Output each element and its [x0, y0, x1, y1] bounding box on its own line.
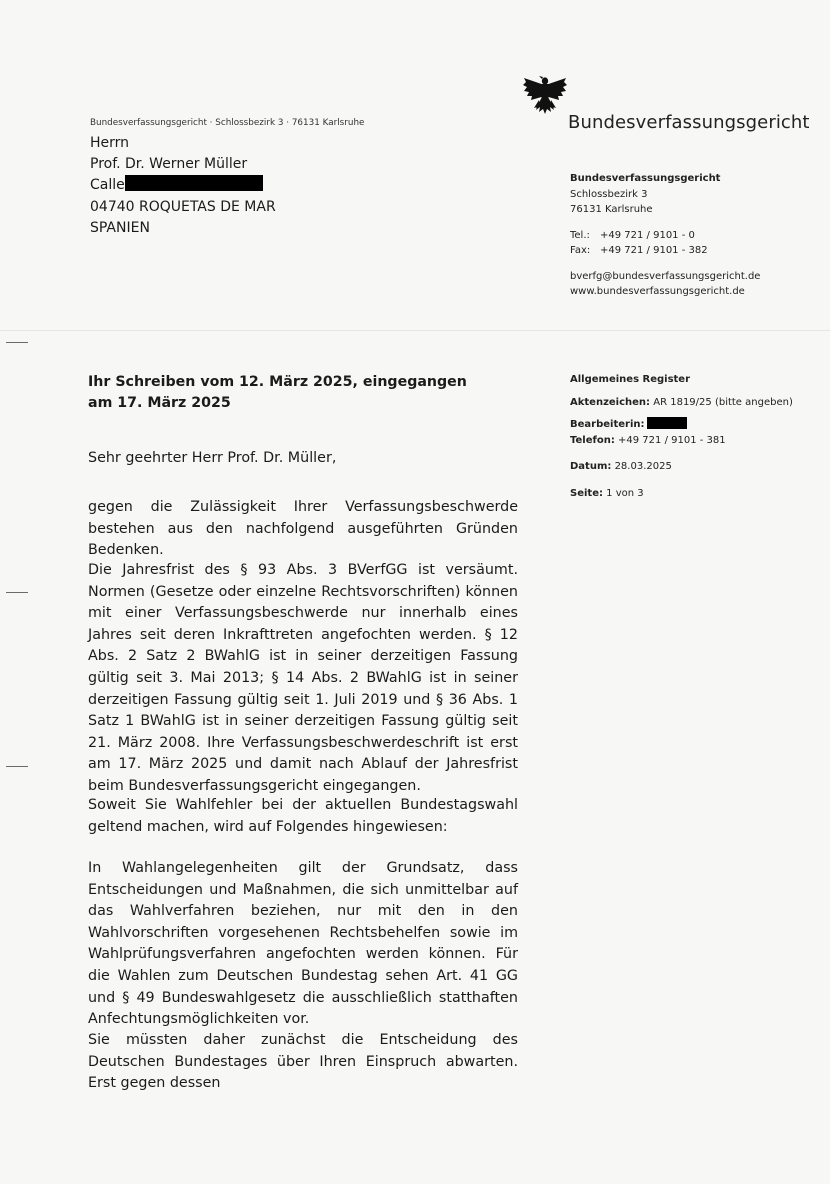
body-paragraph-3: Soweit Sie Wahlfehler bei der aktuellen Bundestagswahl geltend machen, wird auf Folgendes hingewiesen: [88, 797, 518, 835]
phone-value: +49 721 / 9101 - 381 [618, 434, 726, 446]
brand-name: Bundesverfassungsgericht [568, 112, 810, 133]
recipient-country: SPANIEN [90, 219, 150, 236]
sender-return-address: Bundesverfassungsgericht · Schlossbezirk 3 · 76131 Karlsruhe [90, 118, 365, 128]
recipient-salutation: Herrn [90, 135, 130, 151]
recipient-street: Calle [90, 177, 125, 194]
fold-mark [6, 342, 28, 343]
body-paragraph-5: Sie müssten daher zunächst die Entscheidung des Deutschen Bundestages über Ihren Einspruch abwarten. Erst gegen dessen [88, 1032, 518, 1092]
contact-email: bverfg@bundesverfassungsgericht.de [570, 270, 761, 282]
recipient-street-line [90, 175, 276, 196]
date-label: Datum: [570, 461, 612, 472]
fax-label: Fax: [570, 245, 591, 256]
body-paragraph-4: In Wahlangelegenheiten gilt der Grundsatz, dass Entscheidungen und Maßnahmen, die sich unmittelbar auf das Wahlverfahren beziehen, nur mit den in den Wahlvorschriften vorgesehenen Rechtsbehelfen sowie im Wahlprüfungsverfahren angefochten werden können. Für die Wahlen zum Deutschen Bundestag sehen Art. 41 GG und § 49 Bundeswahlgesetz die ausschließlich statthaften Anfechtungsmöglichkeiten vor. [88, 860, 518, 1028]
page-value: 1 von 3 [606, 487, 644, 499]
fold-mark [6, 766, 28, 767]
page-label: Seite: [570, 487, 603, 499]
recipient-city: 04740 ROQUETAS DE MAR [90, 198, 276, 215]
letter-subject: Ihr Schreiben vom 12. März 2025, eingegangen am 17. März 2025 [88, 374, 467, 411]
federal-eagle-icon [522, 72, 568, 118]
file-number-label: Aktenzeichen: [570, 396, 651, 408]
recipient-name: Prof. Dr. Werner Müller [90, 156, 248, 173]
fax-value: +49 721 / 9101 - 382 [600, 245, 708, 256]
contact-city: 76131 Karlsruhe [570, 204, 653, 215]
body-paragraph-1: gegen die Zulässigkeit Ihrer Verfassungsbeschwerde bestehen aus den nachfolgend ausgeführten Gründen Bedenken. [88, 499, 518, 559]
letter-greeting: Sehr geehrter Herr Prof. Dr. Müller, [88, 450, 337, 466]
tel-label: Tel.: [570, 229, 590, 241]
contact-org: Bundesverfassungsgericht [570, 173, 721, 184]
case-reference-block [570, 372, 793, 501]
file-number-value: AR 1819/25 (bitte angeben) [653, 396, 793, 408]
recipient-address [90, 133, 276, 239]
clerk-label: Bearbeiterin: [570, 419, 645, 430]
contact-website: www.bundesverfassungsgericht.de [570, 286, 745, 297]
court-contact-block [570, 171, 760, 300]
date-value: 28.03.2025 [614, 461, 672, 472]
tel-value: +49 721 / 9101 - 0 [600, 229, 695, 241]
paper-fold-line [0, 330, 830, 331]
redaction-bar [125, 175, 263, 191]
phone-label: Telefon: [570, 434, 615, 446]
contact-street: Schlossbezirk 3 [570, 188, 648, 200]
punch-mark [6, 592, 28, 593]
register-name: Allgemeines Register [570, 374, 691, 385]
redaction-bar [647, 417, 687, 429]
body-paragraph-2: Die Jahresfrist des § 93 Abs. 3 BVerfGG ist versäumt. Normen (Gesetze oder einzelne Rechtsvorschriften) können mit einer Verfassungsbeschwerde nur innerhalb eines Jahres seit deren Inkrafttreten angefochten werden. § 12 Abs. 2 Satz 2 BWahlG ist in seiner derzeitigen Fassung gültig seit 3. Mai 2013; § 14 Abs. 2 BWahlG ist in seiner derzeitigen Fassung gültig seit 1. Juli 2019 und § 36 Abs. 1 Satz 1 BWahlG ist in seiner derzeitigen Fassung gültig seit 21. März 2008. Ihre Verfassungsbeschwerdeschrift ist erst am 17. März 2025 und damit nach Ablauf der Jahresfrist beim Bundesverfassungsgericht eingegangen. [88, 562, 518, 794]
